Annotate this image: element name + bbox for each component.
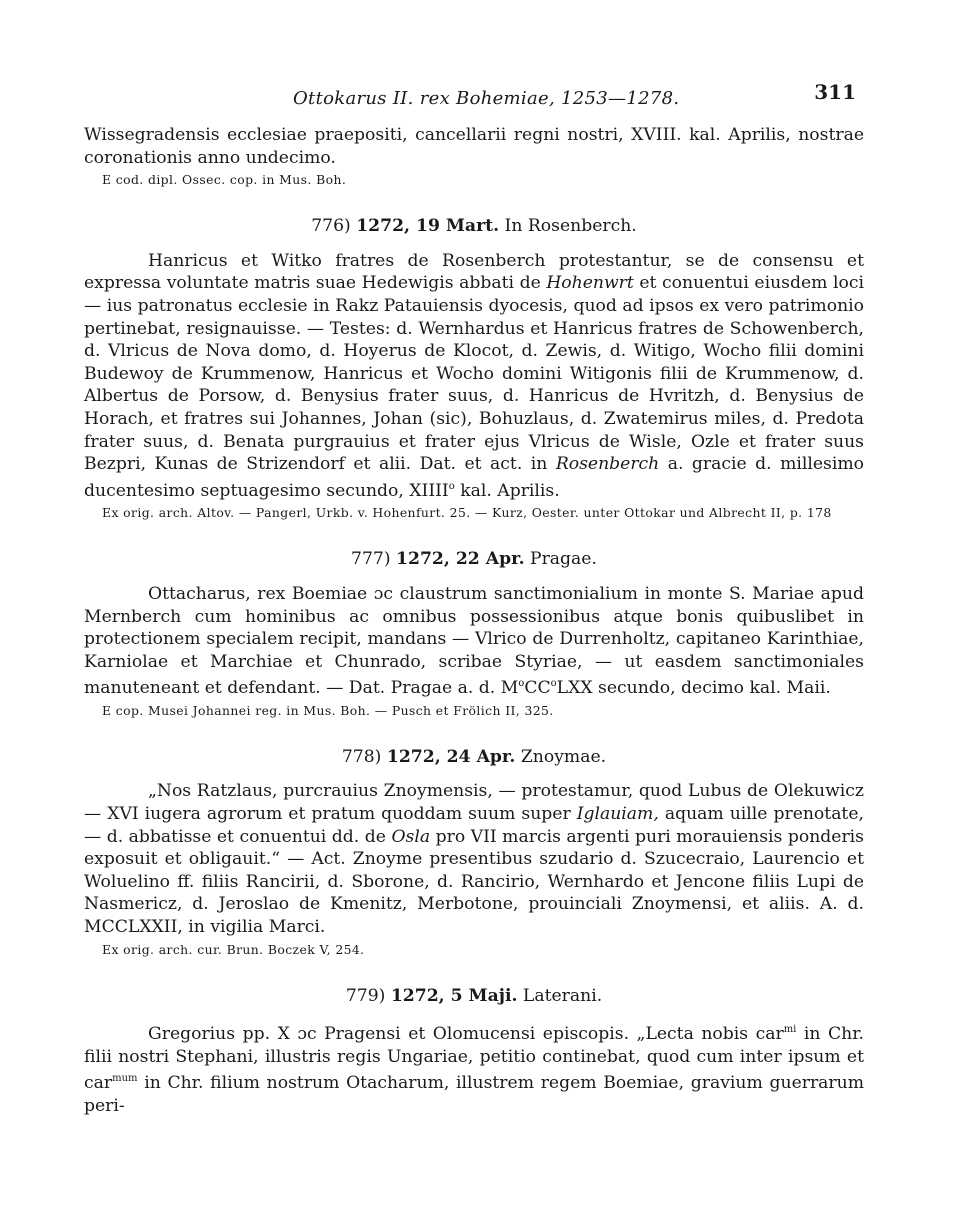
entry-number: 776) xyxy=(311,216,351,237)
entry-date: 1272, 5 Maji. xyxy=(390,985,518,1006)
text-segment: aquam uille prenotate, — d. abbatisse et conuentui dd. de xyxy=(84,804,864,847)
text-segment: LXX secundo, decimo kal. Maii. xyxy=(556,678,831,699)
entry-heading xyxy=(84,985,864,1008)
entry-date: 1272, 24 Apr. xyxy=(386,746,516,767)
text-segment: in Chr. filii nostri Stephani, illustris regis Ungariae, petitio continebat, quod cum inter ipsum et car xyxy=(84,1024,864,1094)
entry-number: 778) xyxy=(341,746,382,767)
text-segment: Gregorius pp. X ɔc Pragensi et Olomucensi episcopis. „Lecta nobis car xyxy=(148,1024,784,1045)
italic-segment: Rosenberch xyxy=(555,454,660,475)
superscript: o xyxy=(518,678,525,690)
superscript: mum xyxy=(112,1073,138,1085)
continuation-paragraph: Wissegradensis ecclesiae praepositi, cancellarii regni nostri, XVIII. kal. Aprilis, nostrae coronationis anno undecimo. xyxy=(84,125,864,168)
text-segment: Hanricus et Witko fratres de Rosenberch protestantur, se de consensu et expressa voluntate matris suae Hedewigis abbati de xyxy=(84,250,864,294)
text-segment: et conuentui eiusdem loci — ius patronatus ecclesie in Rakz Patauiensis dyocesis, quod ad ipsos ex vero patrimonio pertinebat, resignauisse. — Testes: d. Wernhardus et Hanricus fratres de Schowenberch, d. Vlricus de Nova domo, d. Hoyerus de Klocot, d. Zewis, d. Witigo, Wocho filii domini Budewoy de Krummenow, Hanricus et Wocho domini Witigonis filii de Krummenow, d. Albertus de Porsow, d. Benysius frater suus, d. Hanricus de Hvritzh, d. Benysius de Horach, et fratres sui Johannes, Johan (sic), Bohuzlaus, d. Zwatemirus miles, d. Predota frater suus, d. Benata purgrauius et frater ejus Vlricus de Wisle, Ozle et frater suus Bezpri, Kunas de Strizendorf et alii. Dat. et act. in xyxy=(84,273,864,475)
entry-heading xyxy=(84,548,864,571)
entry-text xyxy=(84,1019,864,1117)
running-title: Ottokarus II. rex Bohemiae, 1253—1278. xyxy=(293,88,680,109)
entry-text xyxy=(84,780,864,938)
document-body xyxy=(84,124,864,1118)
entry-number: 779) xyxy=(345,985,386,1006)
text-segment: kal. Aprilis. xyxy=(454,480,560,501)
entry-date: 1272, 22 Apr. xyxy=(396,549,525,570)
italic-segment: Iglauiam, xyxy=(576,804,659,825)
text-segment: Ottacharus, rex Boemiae ɔc claustrum sanctimonialium in monte S. Mariae apud Mernberch cum hominibus ac omnibus possessionibus atque bonis quibuslibet in protectionem specialem recipit, mandans — Vlrico de Durrenholtz, capitaneo Karinthiae, Karniolae et Marchiae et Chunrado, scribae Styriae, — ut easdem sanctimoniales manuteneant et defendant. — Dat. Pragae a. d. M xyxy=(84,583,864,699)
entry-text xyxy=(84,250,864,503)
entry-place: Laterani. xyxy=(522,985,603,1006)
entry-heading xyxy=(84,215,864,238)
page-header xyxy=(0,80,960,110)
text-segment: CC xyxy=(524,678,551,699)
entry-text xyxy=(84,583,864,700)
text-segment: a. gracie d. millesimo ducentesimo septuagesimo secundo, XIIII xyxy=(84,454,865,501)
entry-date: 1272, 19 Mart. xyxy=(356,216,500,237)
entry-heading xyxy=(84,746,864,769)
source-note: Ex orig. arch. Altov. — Pangerl, Urkb. v. Hohenfurt. 25. — Kurz, Oester. unter Ottokar und Albrecht II, p. 178 xyxy=(102,505,832,521)
entry-place: In Rosenberch. xyxy=(504,216,637,237)
entry-place: Pragae. xyxy=(530,549,597,570)
entry-number: 777) xyxy=(351,549,391,570)
entry-place: Znoymae. xyxy=(520,746,607,767)
text-segment: „Nos Ratzlaus, purcrauius Znoymensis, — protestamur, quod Lubus de Olekuwicz — XVI iugera agrorum et pratum quoddam suum super xyxy=(84,781,864,825)
page-number: 311 xyxy=(814,80,856,104)
source-note: E cod. dipl. Ossec. cop. in Mus. Boh. xyxy=(102,172,347,188)
text-segment: in Chr. filium nostrum Otacharum, illustrem regem Boemiae, gravium guerrarum peri- xyxy=(84,1073,864,1116)
italic-segment: Osla xyxy=(391,826,431,847)
source-note: E cop. Musei Johannei reg. in Mus. Boh. — Pusch et Frölich II, 325. xyxy=(102,702,554,718)
superscript: mi xyxy=(783,1024,797,1036)
italic-segment: Hohenwrt xyxy=(546,273,634,294)
superscript: o xyxy=(448,480,455,492)
superscript: o xyxy=(550,678,557,690)
text-segment: pro VII marcis argenti puri morauiensis ponderis exposuit et obligauit.“ — Act. Znoyme presentibus szudario d. Szucecraio, Laurencio et Woluelino ff. filiis Rancirii, d. Sborone, d. Rancirio, Wernhardo et Jencone filiis Lupi de Nasmericz, d. Jeroslao de Kmenitz, Merbotone, prouinciali Znoymensi, et aliis. A. d. MCCLXXII, in vigilia Marci. xyxy=(84,826,864,938)
source-note: Ex orig. arch. cur. Brun. Boczek V, 254. xyxy=(102,941,365,957)
